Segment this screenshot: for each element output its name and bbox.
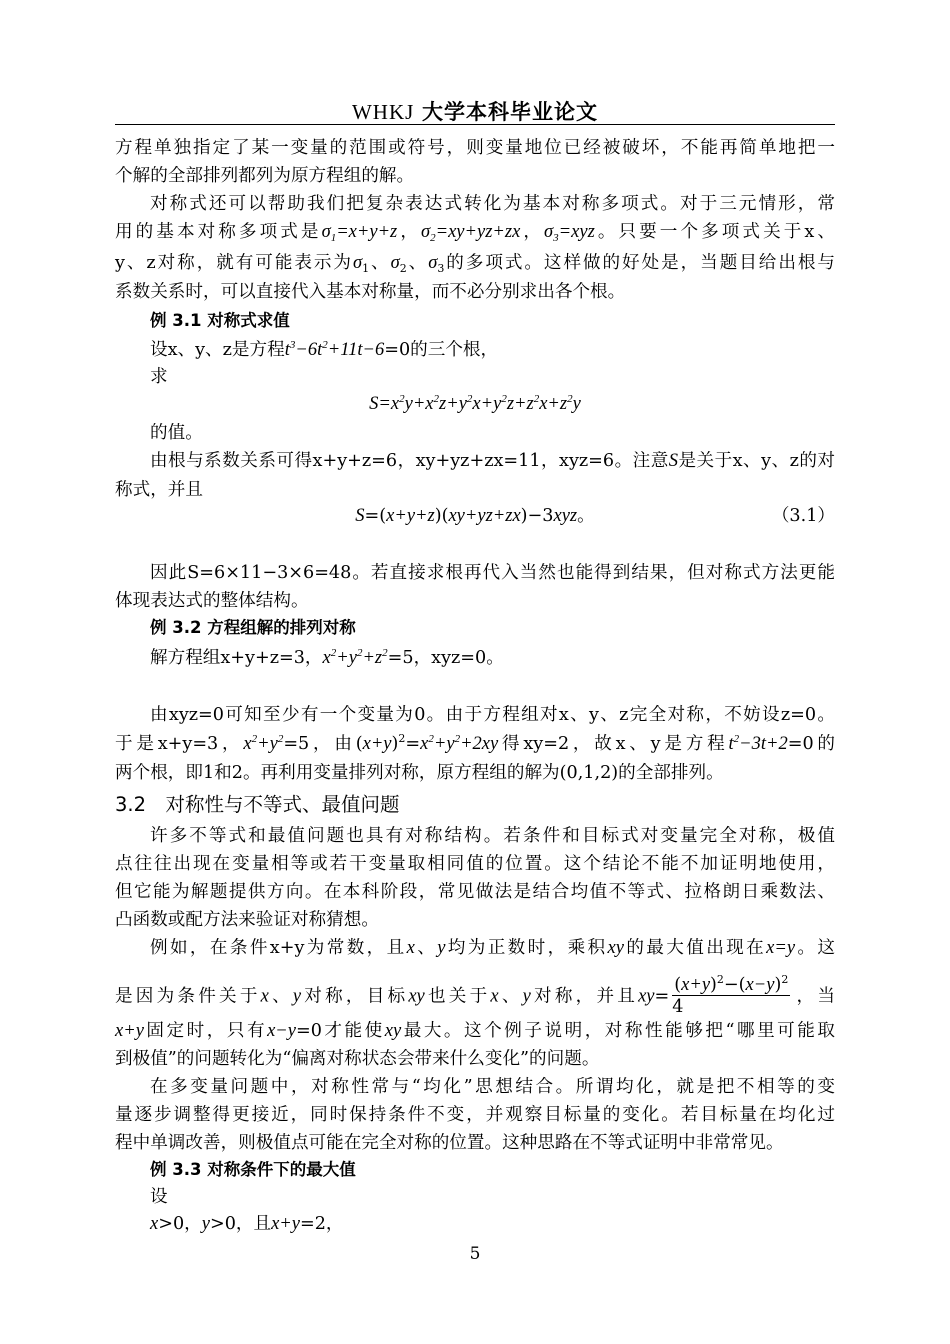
text-line: 系数关系时，可以直接代入基本对称量，而不必分别求出各个根。 (115, 282, 626, 302)
text-line: 于是x+y=3，$x^2+y^2=5$，由$(x+y)^2=x^2+y^2+2xy$得xy=2，故x、y是方程$t^2-3t+2=0$的 (115, 732, 835, 754)
text-line: 由根与系数关系可得x+y+z=6，xy+yz+zx=11，xyz=6。注意S是关于x、y、z的对 (150, 451, 835, 471)
text-line: 用的基本对称多项式是$\sigma_1=x+y+z$，$\sigma_2=xy+yz+zx$，$\sigma_3=xyz$。只要一个多项式关于x、 (115, 222, 835, 244)
text-line: 设x、y、z是方程$t^3-6t^2+11t-6=0$的三个根， (150, 339, 499, 360)
text-line: x+y固定时，只有x−y=0才能使xy最大。这个例子说明，对称性能够把“哪里可能取 (115, 1021, 835, 1041)
text-line: 称式，并且 (115, 480, 203, 500)
text-line: 个解的全部排列都列为原方程组的解。 (115, 166, 415, 186)
header-rule (115, 124, 835, 125)
text-line: 程中单调改善，则极值点可能在完全对称的位置。这种思路在不等式证明中非常常见。 (115, 1133, 784, 1153)
text-line: 但它能为解题提供方向。在本科阶段，常见做法是结合均值不等式、拉格朗日乘数法、 (115, 882, 835, 902)
text-line: 点往往出现在变量相等或若干变量取相同值的位置。这个结论不能不加证明地使用， (115, 854, 835, 874)
text-line: 例如，在条件x+y为常数，且x、y均为正数时，乘积xy的最大值出现在x=y。这 (150, 938, 835, 958)
text-line: 3.2 对称性与不等式、最值问题 (115, 793, 400, 816)
text-line: 在多变量问题中，对称性常与“均化”思想结合。所谓均化，就是把不相等的变 (150, 1077, 835, 1097)
text-line: 因此S=6×11−3×6=48。若直接求根再代入当然也能得到结果，但对称式方法更能 (150, 563, 835, 583)
text-line: 到极值”的问题转化为“偏离对称状态会带来什么变化”的问题。 (115, 1049, 600, 1069)
text-line: 体现表达式的整体结构。 (115, 591, 309, 611)
text-line: 量逐步调整得更接近，同时保持条件不变，并观察目标量的变化。若目标量在均化过 (115, 1105, 835, 1125)
text-line: 对称式还可以帮助我们把复杂表达式转化为基本对称多项式。对于三元情形，常 (150, 194, 835, 214)
text-line: 由xyz=0可知至少有一个变量为0。由于方程组对x、y、z完全对称，不妨设z=0。 (150, 705, 835, 725)
page-header (115, 96, 835, 126)
text-line: 的值。 (150, 423, 203, 443)
text-line: y、z对称，就有可能表示为$\sigma_1$、$\sigma_2$、$\sigma_3$的多项式。这样做的好处是，当题目给出根与 (115, 253, 835, 275)
text-line: 求 (150, 367, 168, 387)
text-line: 方程单独指定了某一变量的范围或符号，则变量地位已经被破坏，不能再简单地把一 (115, 138, 835, 158)
text-line: 是因为条件关于x、y对称，目标xy也关于x、y对称，并且xy= $\frac{(x+y)^2-(x-y)^2}{4}$ ，当 (115, 973, 835, 1017)
text-line: x>0，y>0，且x+y=2， (150, 1214, 344, 1234)
text-line: 设 (150, 1187, 168, 1207)
text-line: S=(x+y+z)(xy+yz+zx)−3xyz。 （3.1） (355, 506, 835, 526)
text-line: $S=x^2y+x^2z+y^2x+y^2z+z^2x+z^2y$ (369, 393, 581, 414)
text-line: 例 3.3 对称条件下的最大值 (150, 1160, 356, 1179)
text-line: 例 3.2 方程组解的排列对称 (150, 618, 356, 637)
page-number: 5 (469, 1244, 481, 1264)
text-line: 两个根，即1和2。再利用变量排列对称，原方程组的解为(0,1,2)的全部排列。 (115, 763, 724, 783)
text-line: 凸函数或配方法来验证对称猜想。 (115, 910, 379, 930)
equation-number: （3.1） (771, 506, 835, 526)
text-line: 例 3.1 对称式求值 (150, 311, 290, 330)
text-line: 解方程组x+y+z=3，$x^2+y^2+z^2=5$，xyz=0。 (150, 647, 504, 668)
header-latin: WHKJ (351, 100, 415, 124)
text-line: 许多不等式和最值问题也具有对称结构。若条件和目标式对变量完全对称，极值 (150, 826, 835, 846)
header-title: 大学本科毕业论文 (422, 100, 598, 124)
